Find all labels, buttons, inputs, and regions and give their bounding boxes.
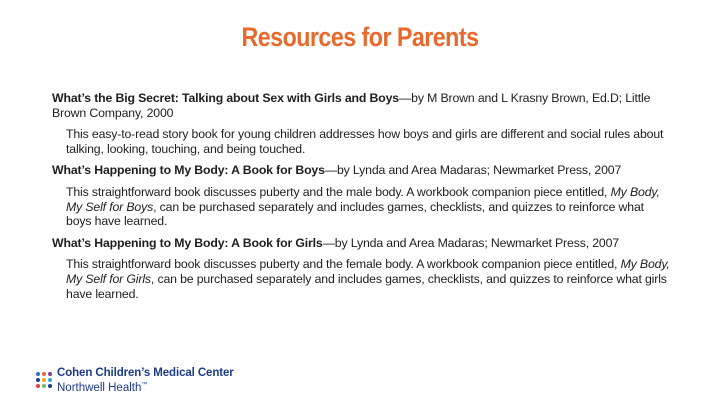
book-byline: —by Lynda and Area Madaras; Newmarket Press, 2007 [322,235,619,250]
logo-dot [42,384,46,388]
resource-citation [52,236,672,251]
description-text: , can be purchased separately and includes games, checklists, and quizzes to reinforce what boys have learned. [66,199,644,229]
resource-list [52,91,672,308]
logo-dot [36,378,40,382]
description-text: This easy-to-read story book for young children addresses how boys and girls are different and social rules about talking, looking, touching, and being touched. [66,127,664,156]
page-title: Resources for Parents [241,22,479,52]
logo-dot [48,372,52,376]
hospital-logo [36,367,234,394]
resource-item [52,236,672,301]
resource-item [52,163,672,228]
resource-citation [52,163,672,178]
logo-dots-icon [36,372,52,388]
logo-dot [48,378,52,382]
book-title: What’s Happening to My Body: A Book for Girls [52,235,323,250]
book-title: What’s Happening to My Body: A Book for Boys [52,163,325,178]
book-byline: —by Lynda and Area Madaras; Newmarket Press, 2007 [324,163,622,178]
book-byline: —by M Brown and L Krasny Brown, Ed.D; Little Brown Company, 2000 [52,91,651,120]
logo-dot [36,372,40,376]
logo-text [57,367,234,394]
resource-item [52,91,672,156]
book-description [66,257,672,301]
logo-line-2 [57,379,234,394]
workbook-title: My Body, My Self for Boys [66,184,660,214]
book-description [66,127,672,156]
book-title: What’s the Big Secret: Talking about Sex with Girls and Boys [52,91,399,105]
description-text: This straightforward book discusses puberty and the female body. A workbook companion piece entitled, [66,257,621,272]
workbook-title: My Body, My Self for Girls [66,257,670,286]
description-text: This straightforward book discusses puberty and the male body. A workbook companion piece entitled, [66,184,611,199]
logo-dot [42,372,46,376]
trademark-mark: ™ [141,382,148,388]
logo-dot [36,384,40,388]
logo-dot [42,378,46,382]
description-text: , can be purchased separately and includes games, checklists, and quizzes to reinforce what girls have learned. [66,271,667,301]
logo-dot [48,384,52,388]
book-description [66,185,672,229]
resource-citation [52,91,672,120]
logo-line-2-text: Northwell Health [57,381,142,394]
logo-line-1: Cohen Children’s Medical Center [57,367,234,379]
